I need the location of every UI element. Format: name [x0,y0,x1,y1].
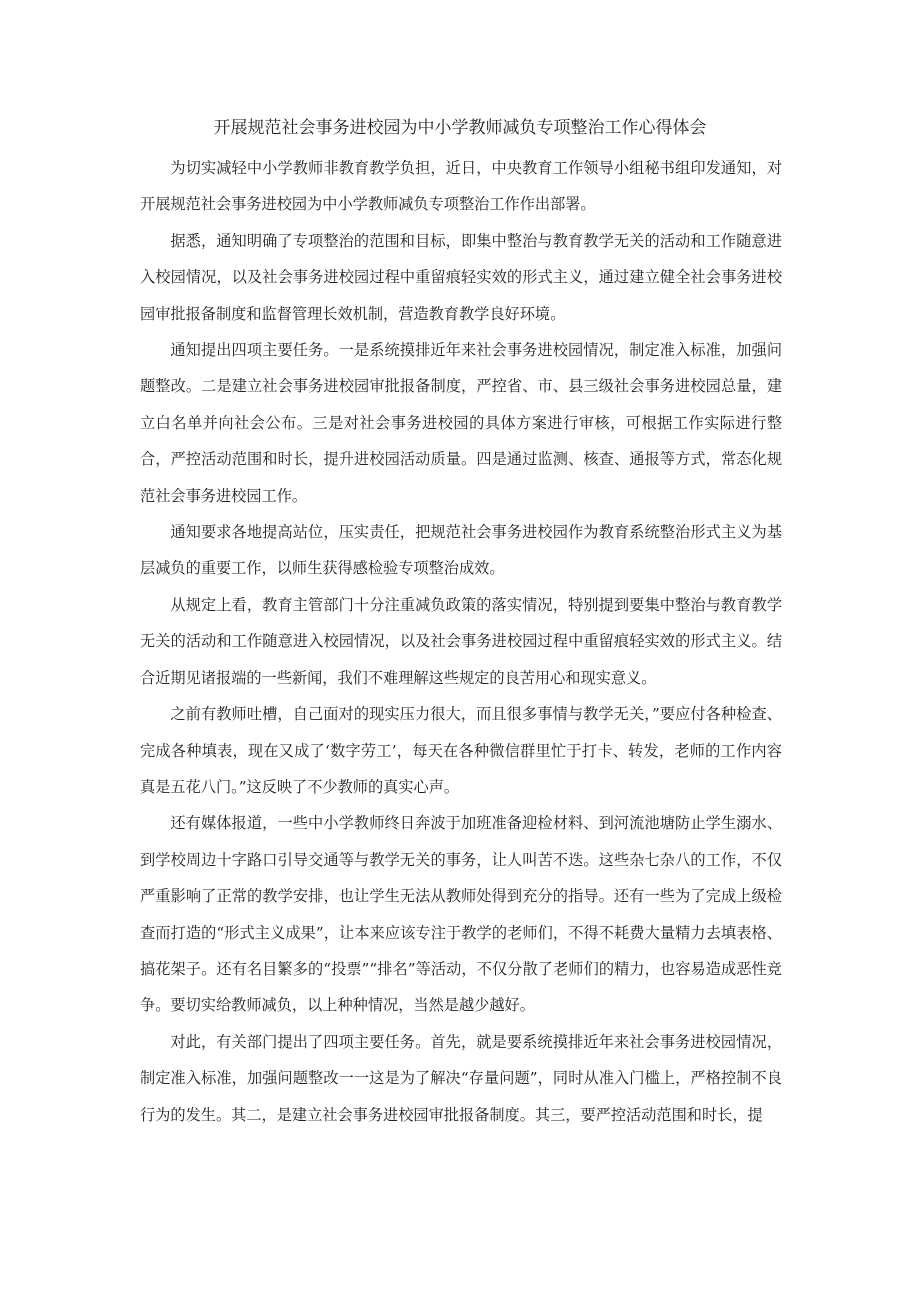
paragraph: 为切实减轻中小学教师非教育教学负担，近日，中央教育工作领导小组秘书组印发通知，对开展规范社会事务进校园为中小学教师减负专项整治工作作出部署。 [140,159,782,214]
paragraph: 之前有教师吐槽，自己面对的现实压力很大，而且很多事情与教学无关，”要应付各种检查、完成各种填表，现在又成了‘数字劳工’，每天在各种微信群里忙于打卡、转发，老师的工作内容真是五花八门。”这反映了不少教师的真实心声。 [140,705,782,796]
paragraph: 据悉，通知明确了专项整治的范围和目标，即集中整治与教育教学无关的活动和工作随意进入校园情况，以及社会事务进校园过程中重留痕轻实效的形式主义，通过建立健全社会事务进校园审批报备制度和监督管理长效机制，营造教育教学良好环境。 [140,231,782,323]
document-body [140,150,782,1133]
paragraph: 通知提出四项主要任务。一是系统摸排近年来社会事务进校园情况，制定准入标准，加强问题整改。二是建立社会事务进校园审批报备制度，严控省、市、县三级社会事务进校园总量，建立白名单并向社会公布。三是对社会事务进校园的具体方案进行审核，可根据工作实际进行整合，严控活动范围和时长，提升进校园活动质量。四是通过监测、核查、通报等方式，常态化规范社会事务进校园工作。 [140,341,782,505]
paragraph: 通知要求各地提高站位，压实责任，把规范社会事务进校园作为教育系统整治形式主义为基层减负的重要工作，以师生获得感检验专项整治成效。 [140,523,782,578]
paragraph: 对此，有关部门提出了四项主要任务。首先，就是要系统摸排近年来社会事务进校园情况，制定准入标准，加强问题整改一一这是为了解决“存量问题”，同时从准入门槛上，严格控制不良行为的发生。其二，是建立社会事务进校园审批报备制度。其三，要严控活动范围和时长，提 [140,1032,782,1124]
document-title: 开展规范社会事务进校园为中小学教师减负专项整治工作心得体会 [213,118,707,138]
paragraph: 从规定上看，教育主管部门十分注重减负政策的落实情况，特别提到要集中整治与教育教学无关的活动和工作随意进入校园情况，以及社会事务进校园过程中重留痕轻实效的形式主义。结合近期见诸报端的一些新闻，我们不难理解这些规定的良苦用心和现实意义。 [140,595,782,687]
paragraph: 还有媒体报道，一些中小学教师终日奔波于加班准备迎检材料、到河流池塘防止学生溺水、到学校周边十字路口引导交通等与教学无关的事务，让人叫苦不迭。这些杂七杂八的工作，不仅严重影响了正常的教学安排，也让学生无法从教师处得到充分的指导。还有一些为了完成上级检查而打造的“形式主义成果”，让本来应该专注于教学的老师们，不得不耗费大量精力去填表格、搞花架子。还有名目繁多的“投票”“排名”等活动，不仅分散了老师们的精力，也容易造成恶性竞争。要切实给教师减负，以上种种情况，当然是越少越好。 [140,814,782,1015]
